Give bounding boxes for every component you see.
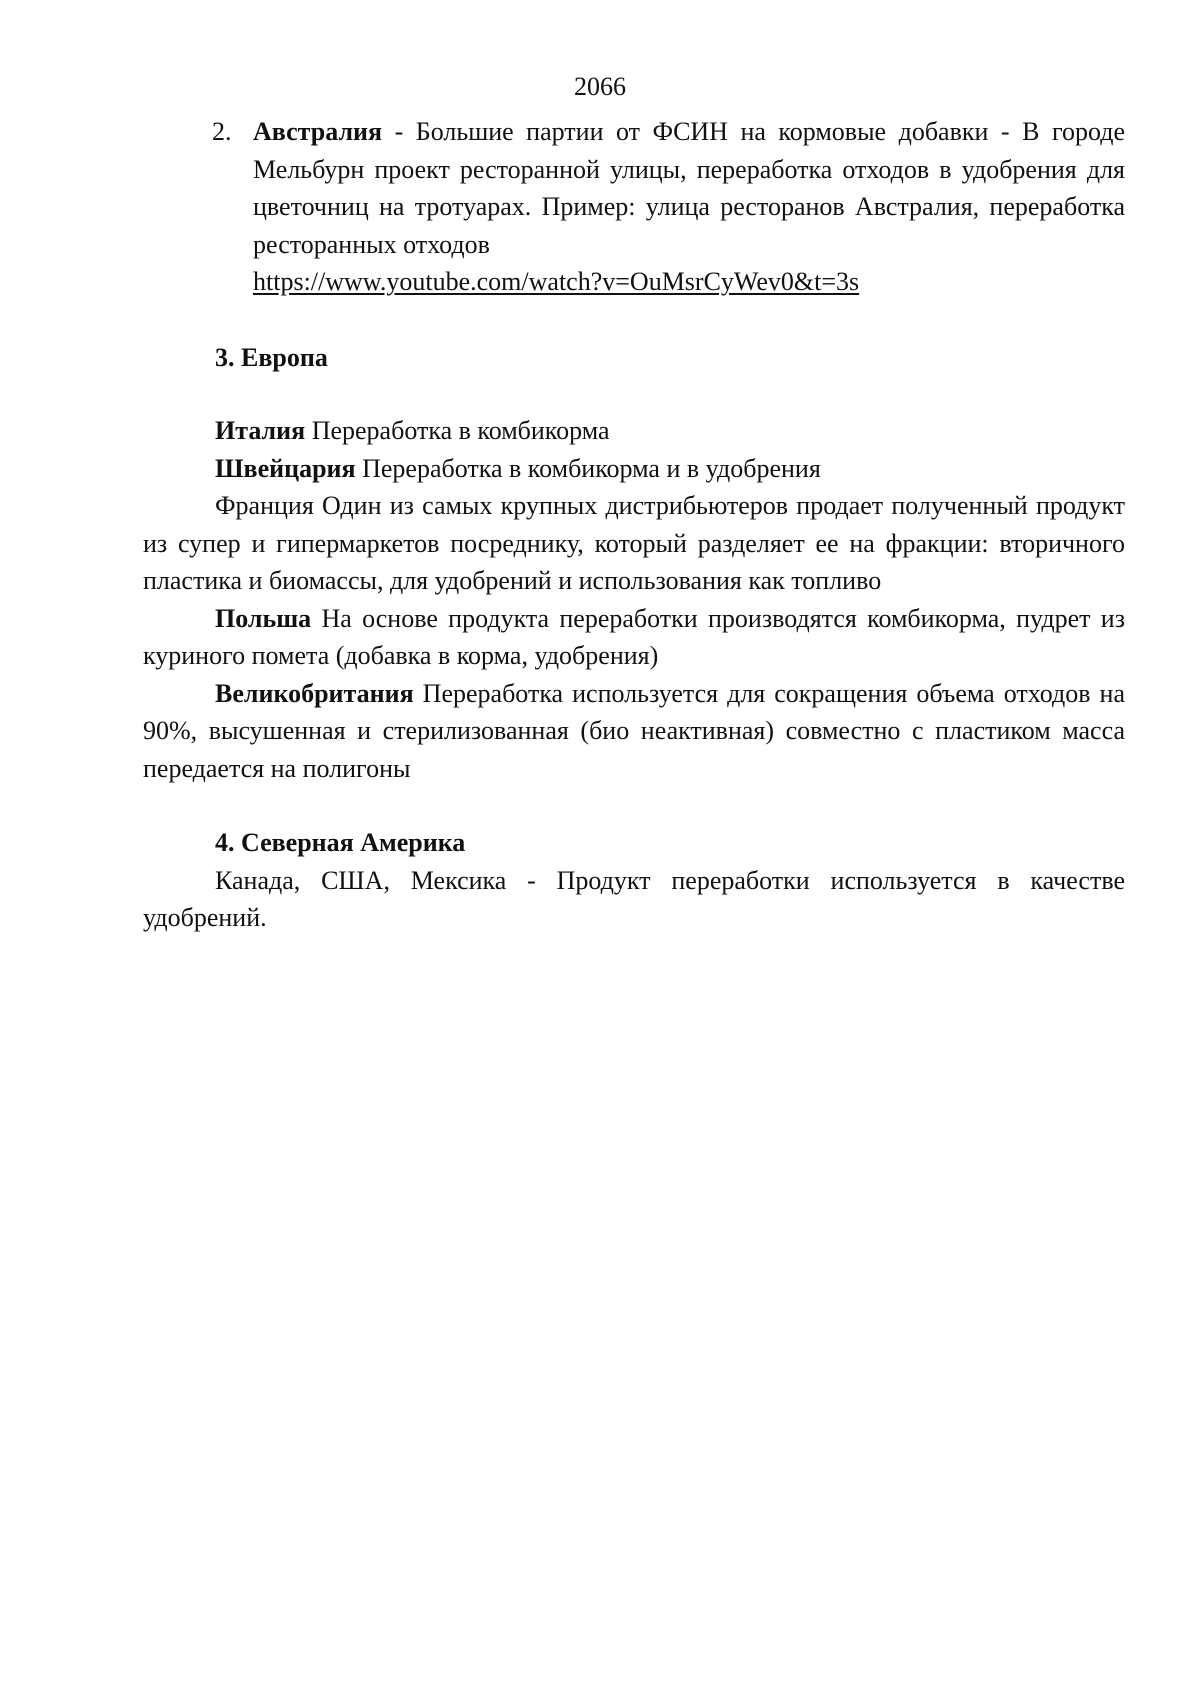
list-item-number: 2. [212,117,232,146]
poland-text: На основе продукта переработки производятся комбикорма, пудрет из куриного помета (добавка в корма, удобрения) [143,603,1125,670]
north-america-text: Канада, США, Мексика - Продукт переработки используется в качестве удобрений. [143,865,1125,932]
youtube-link[interactable]: https://www.youtube.com/watch?v=OuMsrCyWev0&t=3s [253,267,860,296]
country-switzerland: Швейцария [215,453,356,483]
page-number: 2066 [574,72,626,101]
country-uk: Великобритания [215,678,414,708]
entry-france [143,487,1125,600]
entry-italy [143,412,1125,450]
country-poland: Польша [215,603,312,633]
country-australia: Австралия [253,117,383,146]
switzerland-text: Переработка в комбикорма и в удобрения [355,453,821,483]
list-item-body [253,113,1125,301]
section-north-america [143,824,1125,937]
italy-text: Переработка в комбикорма [305,416,610,445]
section-europe-body [143,412,1125,787]
entry-switzerland [143,450,1125,488]
entry-uk [143,675,1125,788]
list-item-australia [212,113,1125,301]
uk-text: Переработка используется для сокращения объема отходов на 90%, высушенная и стерилизованная (био неактивная) совместно с пластиком масса передается на полигоны [143,678,1125,783]
france-text: Франция Один из самых крупных дистрибьютеров продает полученный продукт из супер и гипермаркетов посреднику, который разделяет ее на фракции: вторичного пластика и биомассы, для удобрений и использования как топливо [143,491,1125,595]
country-italy: Италия [215,416,306,445]
section-heading-north-america: 4. Северная Америка [215,828,466,857]
section-heading-europe: 3. Европа [215,343,328,372]
australia-text: - Большие партии от ФСИН на кормовые добавки - В городе Мельбурн проект ресторанной улицы, переработка отходов в удобрения для цветочниц на тротуарах. Пример: улица ресторанов Австралия, переработка ресторанных отходов [253,117,1125,259]
entry-poland [143,600,1125,675]
